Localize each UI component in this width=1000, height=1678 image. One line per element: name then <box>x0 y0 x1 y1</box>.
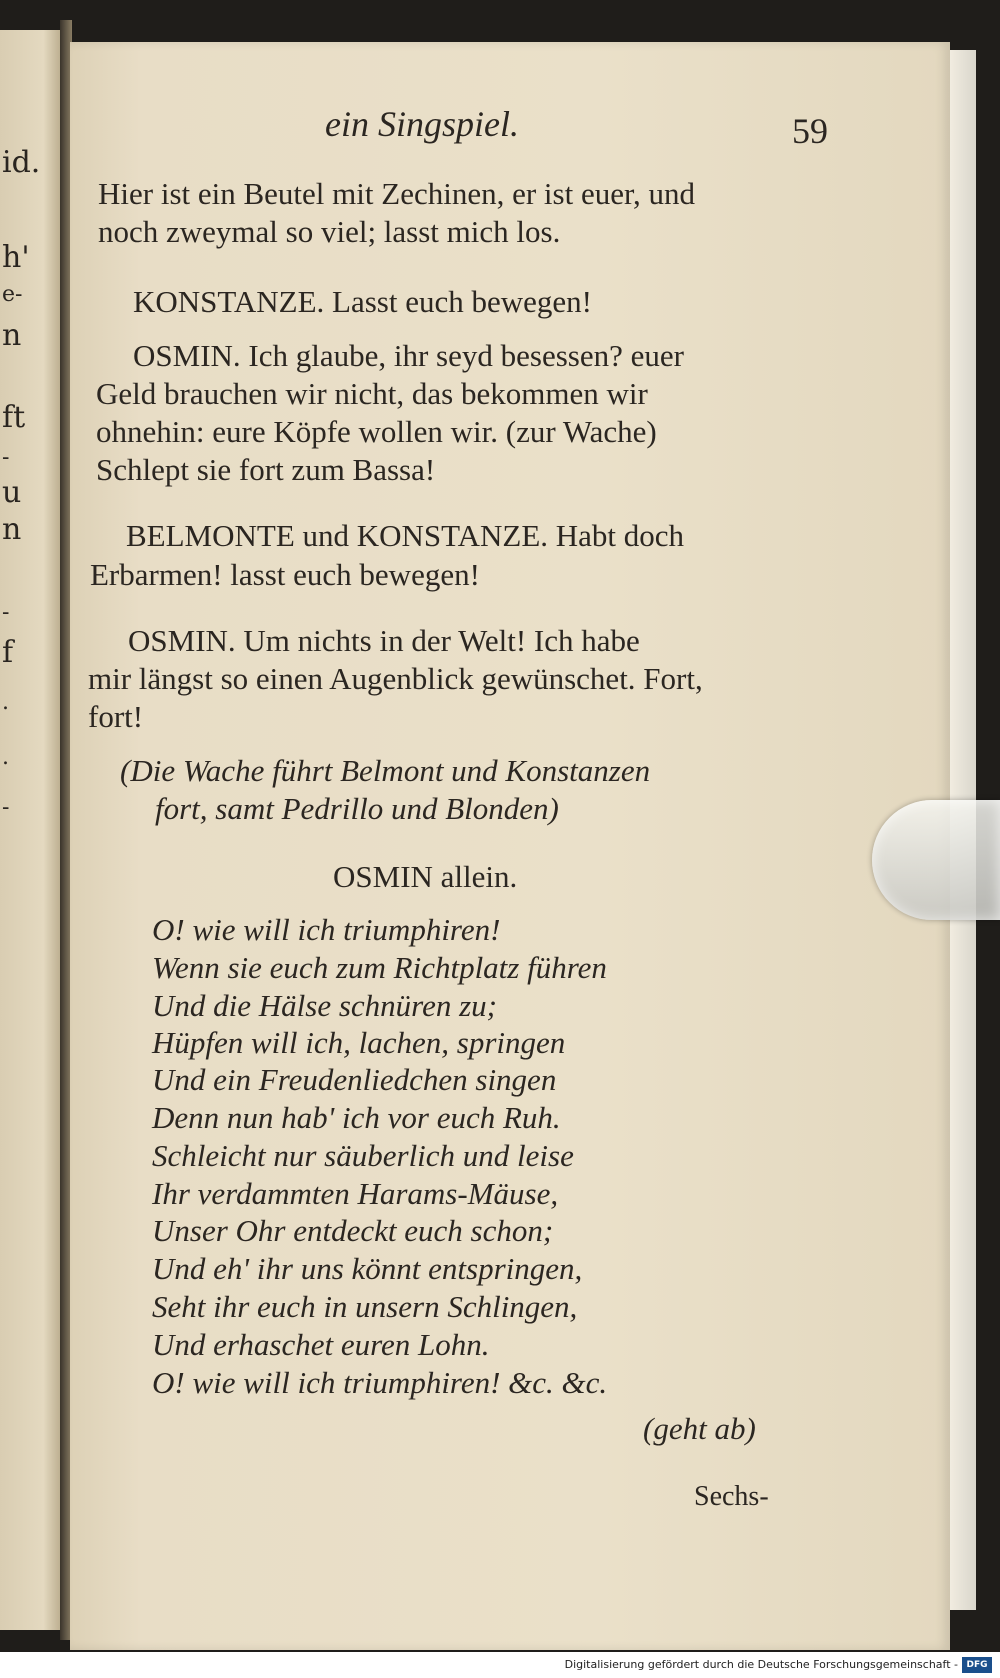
dfg-logo: DFG <box>962 1657 992 1673</box>
verse-line: O! wie will ich triumphiren! &c. &c. <box>152 1365 608 1400</box>
previous-page-fragment: e- <box>2 282 23 307</box>
previous-page-fragment: ft <box>2 400 26 435</box>
stage-direction-exit: (geht ab) <box>643 1411 756 1446</box>
previous-page-fragment: h' <box>2 240 30 275</box>
previous-page-fragment: - <box>2 600 10 625</box>
verse-line: Hüpfen will ich, lachen, springen <box>152 1025 566 1060</box>
verse-line: O! wie will ich triumphiren! <box>152 912 501 947</box>
footer-credit: Digitalisierung gefördert durch die Deutsche Forschungsgemeinschaft - <box>564 1658 958 1671</box>
verse-line: Denn nun hab' ich vor euch Ruh. <box>152 1100 561 1135</box>
text-line: ohnehin: eure Köpfe wollen wir. (zur Wache) <box>96 414 657 449</box>
verse-line: Und erhaschet euren Lohn. <box>152 1327 490 1362</box>
text-line: Geld brauchen wir nicht, das bekommen wir <box>96 376 648 411</box>
stage-direction: (Die Wache führt Belmont und Konstanzen <box>120 753 651 788</box>
previous-page-fragment: n <box>2 512 22 547</box>
speaker-heading: OSMIN allein. <box>333 859 518 894</box>
verse-line: Seht ihr euch in unsern Schlingen, <box>152 1289 578 1324</box>
verse-line: Und die Hälse schnüren zu; <box>152 988 497 1023</box>
text-line: OSMIN. Um nichts in der Welt! Ich habe <box>128 623 640 658</box>
running-head: ein Singspiel. <box>325 104 519 144</box>
verse-line: Wenn sie euch zum Richtplatz führen <box>152 950 607 985</box>
verse-line: Und ein Freudenliedchen singen <box>152 1062 557 1097</box>
catchword: Sechs- <box>694 1481 769 1512</box>
text-line: KONSTANZE. Lasst euch bewegen! <box>133 284 592 319</box>
previous-page-fragment: - <box>2 445 10 470</box>
text-line: Schlept sie fort zum Bassa! <box>96 452 436 487</box>
text-line: OSMIN. Ich glaube, ihr seyd besessen? euer <box>133 338 684 373</box>
text-line: BELMONTE und KONSTANZE. Habt doch <box>126 518 685 553</box>
previous-page-fragment: - <box>2 795 10 820</box>
stage-direction: fort, samt Pedrillo und Blonden) <box>155 791 559 826</box>
verse-line: Schleicht nur säuberlich und leise <box>152 1138 574 1173</box>
previous-page-fragment: u <box>2 475 22 510</box>
text-line: Erbarmen! lasst euch bewegen! <box>90 557 480 592</box>
page-number: 59 <box>792 111 828 151</box>
text-line: mir längst so einen Augenblick gewünschet. Fort, <box>88 661 703 696</box>
previous-page-fragment: . <box>2 745 9 770</box>
text-line: Hier ist ein Beutel mit Zechinen, er ist euer, und <box>98 176 696 211</box>
page-clip <box>872 800 1000 920</box>
verse-line: Unser Ohr entdeckt euch schon; <box>152 1213 554 1248</box>
previous-page-fragment: id. <box>2 145 41 180</box>
previous-page-fragment: . <box>2 690 9 715</box>
previous-page-fragment: n <box>2 318 22 353</box>
verse-line: Ihr verdammten Harams-Mäuse, <box>152 1176 559 1211</box>
text-line: noch zweymal so viel; lasst mich los. <box>98 214 561 249</box>
previous-page-fragment: f <box>2 635 14 670</box>
text-line: fort! <box>88 699 144 734</box>
verse-line: Und eh' ihr uns könnt entspringen, <box>152 1251 583 1286</box>
